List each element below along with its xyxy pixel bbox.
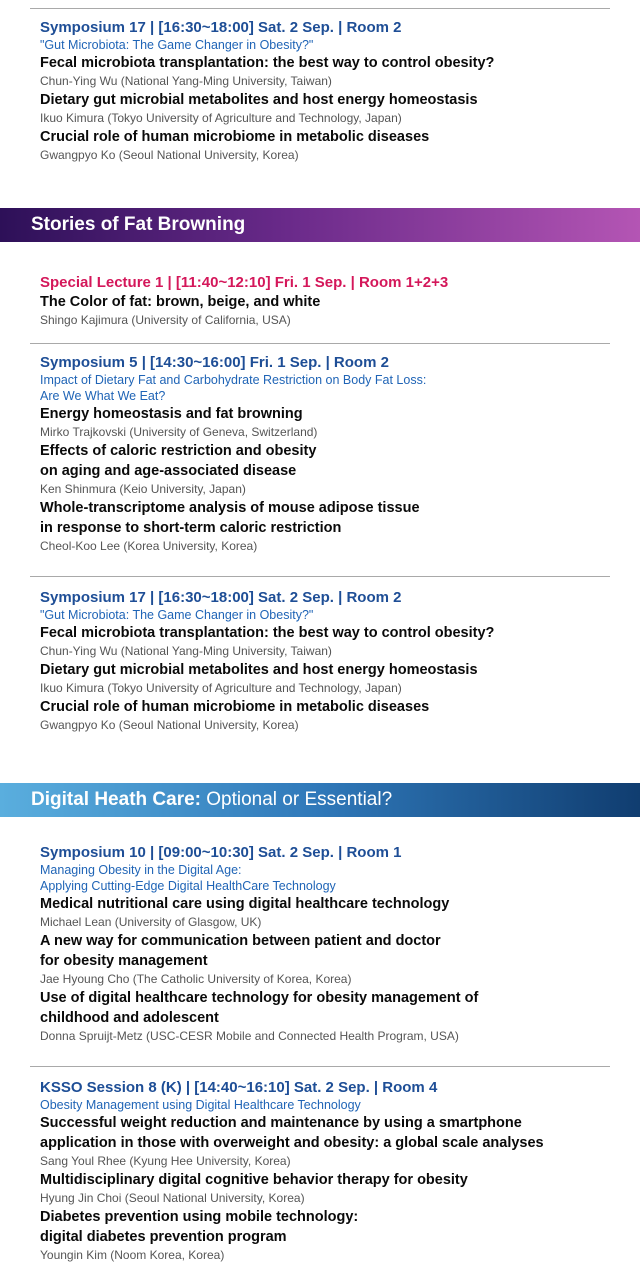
session-subtitle: "Gut Microbiota: The Game Changer in Obesity?"	[40, 38, 314, 52]
banner-title: Digital Heath Care:	[31, 789, 201, 810]
session-divider	[30, 343, 610, 344]
talk-title: Whole-transcriptome analysis of mouse adipose tissue	[40, 500, 420, 516]
talk-title: Multidisciplinary digital cognitive behavior therapy for obesity	[40, 1172, 468, 1188]
talk-title: application in those with overweight and obesity: a global scale analyses	[40, 1135, 544, 1151]
session-symposium-5	[40, 353, 620, 555]
talk-title: Use of digital healthcare technology for obesity management of	[40, 990, 479, 1006]
section-banner-fat-browning	[0, 208, 640, 242]
session-header: Symposium 17 | [16:30~18:00] Sat. 2 Sep. | Room 2	[40, 589, 402, 606]
banner-subtitle: Optional or Essential?	[200, 789, 393, 810]
talk-title: childhood and adolescent	[40, 1010, 219, 1026]
talk-speaker: Youngin Kim (Noom Korea, Korea)	[40, 1248, 225, 1262]
session-subtitle: Managing Obesity in the Digital Age:	[40, 863, 242, 877]
talk-speaker: Shingo Kajimura (University of California, USA)	[40, 313, 291, 327]
top-divider	[30, 8, 610, 9]
talk-title: Diabetes prevention using mobile technology:	[40, 1209, 359, 1225]
talk-title: Crucial role of human microbiome in metabolic diseases	[40, 129, 430, 145]
talk-title: Dietary gut microbial metabolites and host energy homeostasis	[40, 92, 478, 108]
session-subtitle: Applying Cutting-Edge Digital HealthCare Technology	[40, 879, 336, 893]
session-special-lecture-1	[40, 273, 620, 329]
talk-title: Fecal microbiota transplantation: the best way to control obesity?	[40, 625, 495, 641]
session-symposium-17-top	[40, 18, 620, 164]
session-ksso-8	[40, 1078, 620, 1264]
session-header: Symposium 5 | [14:30~16:00] Fri. 1 Sep. | Room 2	[40, 354, 389, 371]
talk-title: A new way for communication between patient and doctor	[40, 933, 441, 949]
talk-speaker: Jae Hyoung Cho (The Catholic University of Korea, Korea)	[40, 972, 352, 986]
talk-title: The Color of fat: brown, beige, and white	[40, 294, 321, 310]
talk-speaker: Chun-Ying Wu (National Yang-Ming University, Taiwan)	[40, 74, 332, 88]
talk-title: on aging and age-associated disease	[40, 463, 297, 479]
session-symposium-10	[40, 843, 620, 1045]
talk-title: Effects of caloric restriction and obesity	[40, 443, 317, 459]
talk-speaker: Hyung Jin Choi (Seoul National University, Korea)	[40, 1191, 305, 1205]
talk-speaker: Gwangpyo Ko (Seoul National University, Korea)	[40, 148, 299, 162]
section-banner-digital-health	[0, 783, 640, 817]
talk-title: Fecal microbiota transplantation: the best way to control obesity?	[40, 55, 495, 71]
session-subtitle: Impact of Dietary Fat and Carbohydrate Restriction on Body Fat Loss:	[40, 373, 427, 387]
talk-title: for obesity management	[40, 953, 208, 969]
talk-speaker: Mirko Trajkovski (University of Geneva, Switzerland)	[40, 425, 318, 439]
talk-title: Medical nutritional care using digital healthcare technology	[40, 896, 450, 912]
talk-speaker: Ikuo Kimura (Tokyo University of Agriculture and Technology, Japan)	[40, 111, 402, 125]
session-header: Special Lecture 1 | [11:40~12:10] Fri. 1 Sep. | Room 1+2+3	[40, 274, 449, 291]
talk-title: Crucial role of human microbiome in metabolic diseases	[40, 699, 430, 715]
talk-speaker: Chun-Ying Wu (National Yang-Ming University, Taiwan)	[40, 644, 332, 658]
talk-title: Successful weight reduction and maintenance by using a smartphone	[40, 1115, 522, 1131]
talk-speaker: Ikuo Kimura (Tokyo University of Agriculture and Technology, Japan)	[40, 681, 402, 695]
talk-speaker: Michael Lean (University of Glasgow, UK)	[40, 915, 262, 929]
talk-speaker: Gwangpyo Ko (Seoul National University, Korea)	[40, 718, 299, 732]
session-divider	[30, 576, 610, 577]
talk-title: digital diabetes prevention program	[40, 1229, 287, 1245]
talk-title: Dietary gut microbial metabolites and host energy homeostasis	[40, 662, 478, 678]
session-header: Symposium 10 | [09:00~10:30] Sat. 2 Sep. | Room 1	[40, 844, 402, 861]
session-header: KSSO Session 8 (K) | [14:40~16:10] Sat. 2 Sep. | Room 4	[40, 1079, 438, 1096]
session-subtitle: "Gut Microbiota: The Game Changer in Obesity?"	[40, 608, 314, 622]
session-subtitle: Obesity Management using Digital Healthcare Technology	[40, 1098, 361, 1112]
talk-speaker: Sang Youl Rhee (Kyung Hee University, Korea)	[40, 1154, 291, 1168]
session-symposium-17	[40, 588, 620, 734]
session-subtitle: Are We What We Eat?	[40, 389, 166, 403]
talk-speaker: Cheol-Koo Lee (Korea University, Korea)	[40, 539, 258, 553]
talk-speaker: Donna Spruijt-Metz (USC-CESR Mobile and Connected Health Program, USA)	[40, 1029, 459, 1043]
talk-speaker: Ken Shinmura (Keio University, Japan)	[40, 482, 246, 496]
banner-title: Stories of Fat Browning	[31, 214, 246, 235]
session-divider	[30, 1066, 610, 1067]
talk-title: in response to short-term caloric restriction	[40, 520, 342, 536]
talk-title: Energy homeostasis and fat browning	[40, 406, 303, 422]
session-header: Symposium 17 | [16:30~18:00] Sat. 2 Sep. | Room 2	[40, 19, 402, 36]
